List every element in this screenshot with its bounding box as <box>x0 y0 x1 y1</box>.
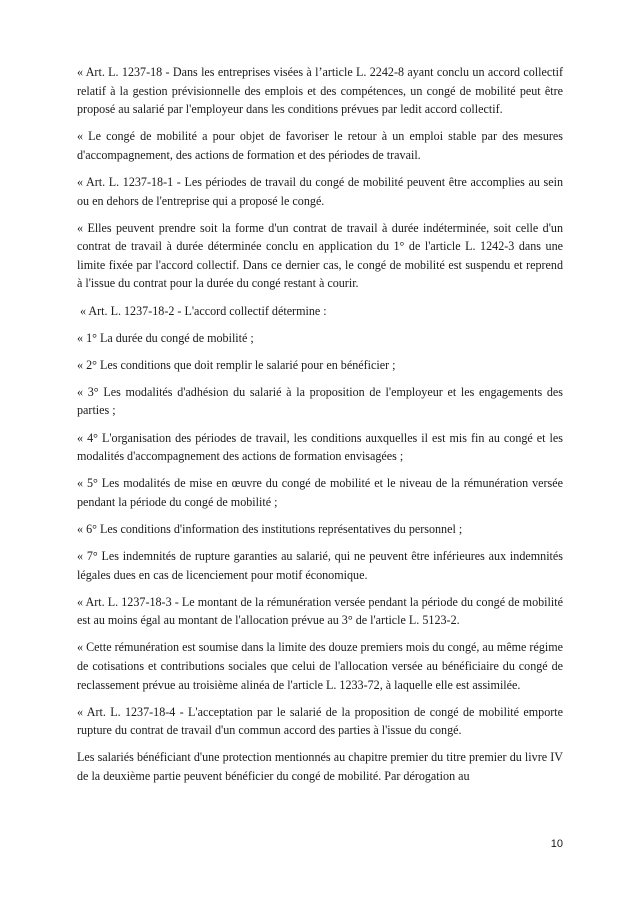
paragraph-formes-contrat: « Elles peuvent prendre soit la forme d'un contrat de travail à durée indéterminée, soit celle d'un contrat de travail à durée déterminée conclu en application du 1° de l'article L. 1242-3 dans une limite fixée par l'accord collectif. Dans ce dernier cas, le congé de mobilité est suspendu et reprend à l'issue du contrat pour la durée du congé restant à courir. <box>77 220 563 291</box>
paragraph-salaries-proteges: Les salariés bénéficiant d'une protection mentionnés au chapitre premier du titre premier du livre IV de la deuxième partie peuvent bénéficier du congé de mobilité. Par dérogation au <box>77 750 563 783</box>
list-item-5: « 5° Les modalités de mise en œuvre du congé de mobilité et le niveau de la rémunération versée pendant la période du congé de mobilité ; <box>77 476 563 509</box>
paragraph-art-1237-18: « Art. L. 1237-18 - Dans les entreprises visées à l’article L. 2242-8 ayant conclu un accord collectif relatif à la gestion prévisionnelle des emplois et des compétences, un congé de mobilité peut être proposé au salarié par l'employeur dans les conditions prévues par ledit accord collectif. <box>77 65 563 117</box>
paragraph-remuneration: « Cette rémunération est soumise dans la limite des douze premiers mois du congé, au même régime de cotisations et contributions sociales que celui de l'allocation versée au bénéficiaire du congé de reclassement prévue au troisième alinéa de l'article L. 1233-72, à laquelle elle est assimilée. <box>77 640 563 692</box>
paragraph-art-1237-18-2: « Art. L. 1237-18-2 - L'accord collectif détermine : <box>80 303 327 318</box>
list-item-3: « 3° Les modalités d'adhésion du salarié à la proposition de l'employeur et les engagements des parties ; <box>77 384 563 418</box>
list-item-6: « 6° Les conditions d'information des institutions représentatives du personnel ; <box>77 521 463 536</box>
paragraph-conge-objet: « Le congé de mobilité a pour objet de favoriser le retour à un emploi stable par des mesures d'accompagnement, des actions de formation et des périodes de travail. <box>77 129 563 162</box>
list-item-4: « 4° L'organisation des périodes de travail, les conditions auxquelles il est mis fin au congé et les modalités d'accompagnement des actions de formation envisagées ; <box>77 430 563 464</box>
paragraph-art-1237-18-3: « Art. L. 1237-18-3 - Le montant de la rémunération versée pendant la période du congé de mobilité est au moins égal au montant de l'allocation prévue au 3° de l'article L. 5123-2. <box>77 594 563 628</box>
paragraph-art-1237-18-1: « Art. L. 1237-18-1 - Les périodes de travail du congé de mobilité peuvent être accomplies au sein ou en dehors de l'entreprise qui a proposé le congé. <box>77 174 563 208</box>
list-item-1: « 1° La durée du congé de mobilité ; <box>77 330 254 345</box>
list-item-7: « 7° Les indemnités de rupture garanties au salarié, qui ne peuvent être inférieures aux indemnités légales dues en cas de licenciement pour motif économique. <box>77 548 563 582</box>
list-item-2: « 2° Les conditions que doit remplir le salarié pour en bénéficier ; <box>77 357 396 372</box>
document-body <box>77 63 563 794</box>
page-number: 10 <box>550 838 563 850</box>
paragraph-art-1237-18-4: « Art. L. 1237-18-4 - L'acceptation par le salarié de la proposition de congé de mobilité emporte rupture du contrat de travail d'un commun accord des parties à l'issue du congé. <box>77 704 563 738</box>
